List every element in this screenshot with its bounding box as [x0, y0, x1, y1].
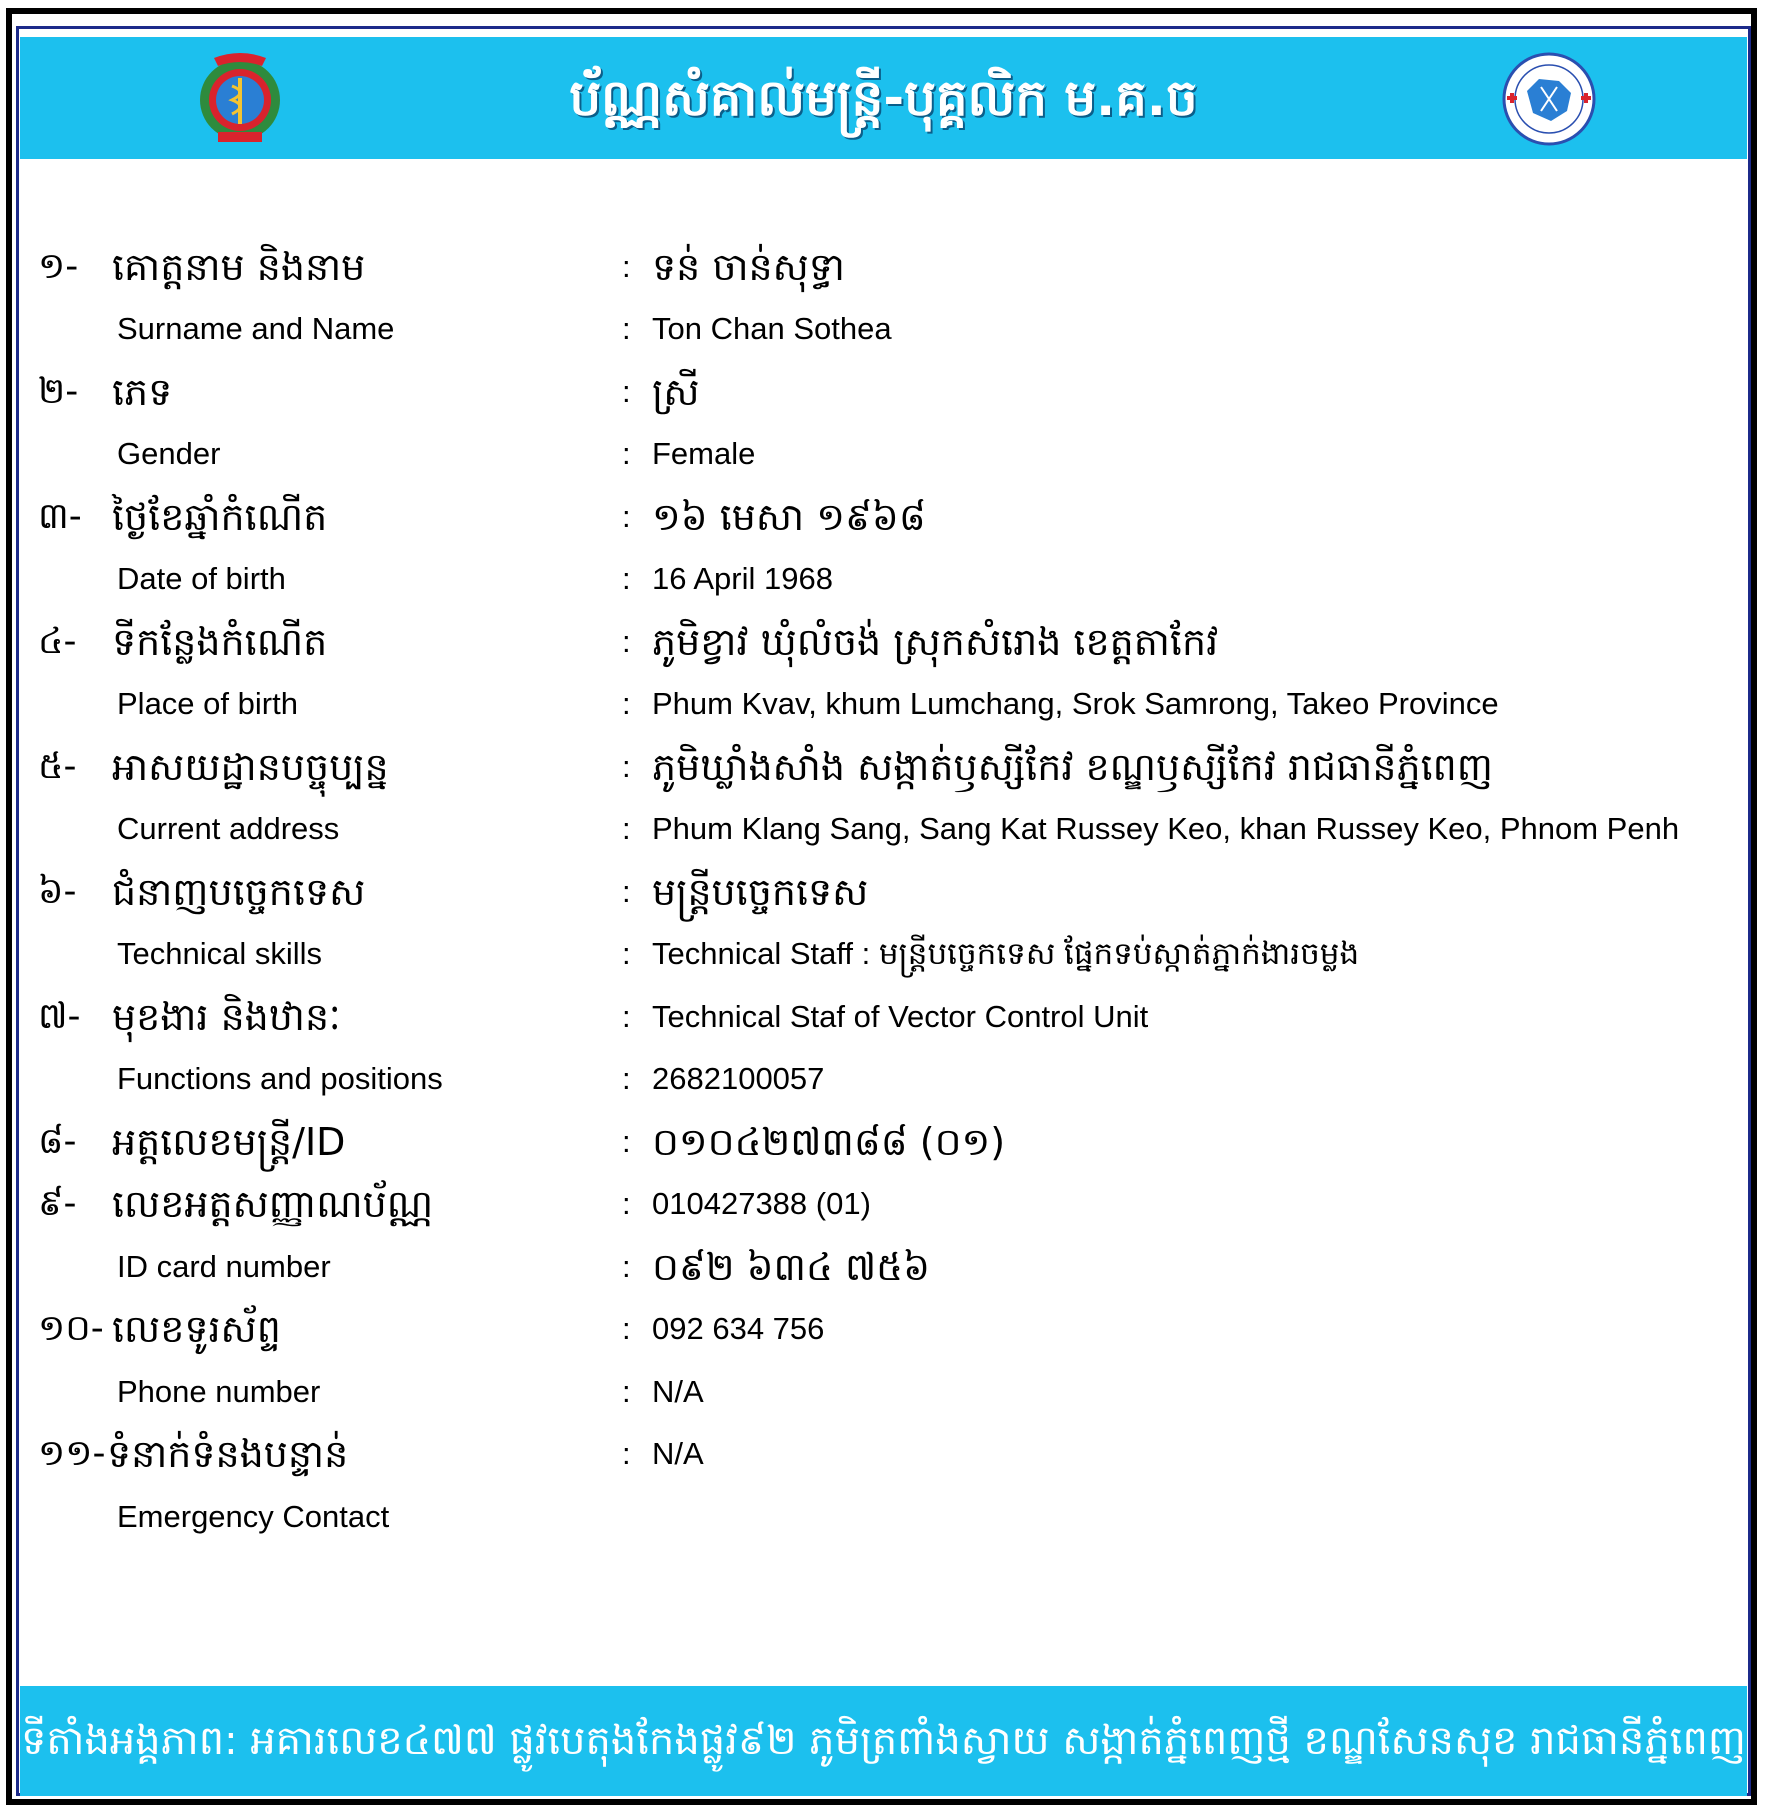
colon: : [622, 749, 631, 784]
field-value-en: Phum Kvav, khum Lumchang, Srok Samrong, Takeo Province [652, 686, 1499, 721]
field-value-kh: 010427388 (01) [652, 1186, 871, 1221]
field-row-name-en [0, 298, 1771, 360]
field-value-kh: N/A [652, 1436, 704, 1471]
field-row-staff-id [0, 1111, 1771, 1173]
field-row-emergency-en [0, 1486, 1771, 1548]
field-number: ២- [38, 371, 79, 412]
field-number: ៨- [38, 1121, 77, 1162]
field-number: ៩- [38, 1183, 77, 1224]
field-row-dob-en [0, 548, 1771, 610]
colon: : [622, 874, 631, 909]
field-row-dob-kh [0, 486, 1771, 548]
field-value-kh: មន្ត្រីបច្ចេកទេស [652, 870, 869, 914]
field-row-phone-kh [0, 1298, 1771, 1360]
colon: : [622, 811, 631, 846]
field-number: ១- [38, 246, 79, 287]
colon: : [622, 1186, 631, 1221]
field-label-kh: មុខងារ និងឋានៈ [112, 995, 341, 1039]
field-label-en: Emergency Contact [117, 1499, 390, 1534]
field-value-kh: ១៦ មេសា ១៩៦៨ [652, 495, 926, 539]
field-label-en: Phone number [117, 1374, 321, 1409]
field-row-pob-kh [0, 611, 1771, 673]
field-value-en: 16 April 1968 [652, 561, 833, 596]
card-title: ប័ណ្ណសំគាល់មន្រ្តី-បុគ្គលិក ម.គ.ច [569, 69, 1198, 127]
field-value-en: Female [652, 436, 756, 471]
field-row-gender-kh [0, 361, 1771, 423]
colon: : [622, 1311, 631, 1346]
field-value-en: Phum Klang Sang, Sang Kat Russey Keo, khan Russey Keo, Phnom Penh [652, 811, 1680, 846]
field-row-phone-en [0, 1361, 1771, 1423]
field-label-kh: លេខអត្តសញ្ញាណប័ណ្ណ [112, 1182, 434, 1226]
colon: : [622, 1249, 631, 1284]
colon: : [622, 999, 631, 1034]
field-value-kh: ០១០៤២៧៣៨៨ (០១) [652, 1120, 1006, 1164]
field-row-position-en [0, 1048, 1771, 1110]
field-value-en: Technical Staff : មន្ត្រីបច្ចេកទេស ផ្នែកទប់ស្កាត់ភ្នាក់ងារចម្លង [652, 936, 1360, 971]
colon: : [622, 686, 631, 721]
field-row-emergency-kh [0, 1423, 1771, 1485]
field-label-en: Place of birth [117, 686, 298, 721]
field-row-idcard-kh [0, 1173, 1771, 1235]
colon: : [622, 936, 631, 971]
field-row-pob-en [0, 673, 1771, 735]
field-label-en: Technical skills [117, 936, 323, 971]
field-row-position-kh [0, 986, 1771, 1048]
field-label-kh: អត្តលេខមន្ត្រី/ID [112, 1120, 346, 1164]
field-number: ៤- [38, 621, 77, 662]
field-row-skills-kh [0, 861, 1771, 923]
field-label-en: Date of birth [117, 561, 286, 596]
field-row-name-kh [0, 236, 1771, 298]
field-label-kh: គោត្តនាម និងនាម [112, 245, 366, 289]
field-value-kh: ស្រី [652, 370, 700, 414]
field-row-idcard-en [0, 1236, 1771, 1298]
field-row-skills-en [0, 923, 1771, 985]
field-value-kh: ទន់ ចាន់សុទ្ធា [652, 245, 845, 289]
field-number: ៦- [38, 871, 77, 912]
field-label-kh: ទំនាក់ទំនងបន្ទាន់ [107, 1432, 349, 1476]
field-label-en: Functions and positions [117, 1061, 443, 1096]
field-number: ៧- [38, 996, 81, 1037]
field-number: ១០- [38, 1308, 104, 1349]
field-label-kh: ថ្ងៃខែឆ្នាំកំណើត [112, 495, 328, 539]
field-label-en: Surname and Name [117, 311, 395, 346]
field-value-kh: ភូមិខ្វាវ ឃុំលំចង់ ស្រុកសំរោង ខេត្តតាកែវ [652, 620, 1219, 664]
field-row-address-kh [0, 736, 1771, 798]
card-footer [20, 1686, 1747, 1796]
colon: : [622, 249, 631, 284]
field-number: ៥- [38, 746, 77, 787]
field-value-en: ០៩២ ៦៣៤ ៧៥៦ [652, 1245, 930, 1289]
field-label-kh: ភេទ [112, 370, 173, 414]
field-value-en: Ton Chan Sothea [652, 311, 892, 346]
colon: : [622, 1124, 631, 1159]
field-label-kh: អាសយដ្ឋានបច្ចុប្បន្ន [112, 745, 389, 789]
colon: : [622, 499, 631, 534]
card-header [20, 37, 1747, 159]
field-value-kh: Technical Staf of Vector Control Unit [652, 999, 1149, 1034]
field-value-en: N/A [652, 1374, 704, 1409]
field-row-gender-en [0, 423, 1771, 485]
field-label-kh: ជំនាញបច្ចេកទេស [112, 870, 366, 914]
field-number: ៣- [38, 496, 82, 537]
colon: : [622, 311, 631, 346]
field-label-en: Current address [117, 811, 340, 846]
field-row-address-en [0, 798, 1771, 860]
field-label-en: ID card number [117, 1249, 331, 1284]
field-label-kh: លេខទូរស័ព្ទ [112, 1307, 281, 1351]
field-number: ១១- [38, 1433, 106, 1474]
field-value-kh: 092 634 756 [652, 1311, 825, 1346]
field-value-kh: ភូមិឃ្លាំងសាំង សង្កាត់ឫស្សីកែវ ខណ្ឌឫស្សីកែវ រាជធានីភ្នំពេញ [652, 745, 1493, 789]
footer-address: ទីតាំងអង្គភាព: អគារលេខ៤៧៧ ផ្លូវបេតុងកែងផ្លូវ៩២ ភូមិត្រពាំងស្វាយ សង្កាត់ភ្នំពេញថ្មី ខណ្ឌសែនសុខ រាជធានីភ្នំពេញ [21, 1718, 1746, 1764]
colon: : [622, 1436, 631, 1471]
colon: : [622, 561, 631, 596]
cnm-logo-icon [1501, 51, 1597, 147]
field-label-en: Gender [117, 436, 221, 471]
colon: : [622, 436, 631, 471]
colon: : [622, 374, 631, 409]
colon: : [622, 1061, 631, 1096]
field-label-kh: ទីកន្លែងកំណើត [112, 620, 328, 664]
field-value-en: 2682100057 [652, 1061, 825, 1096]
colon: : [622, 1374, 631, 1409]
colon: : [622, 624, 631, 659]
